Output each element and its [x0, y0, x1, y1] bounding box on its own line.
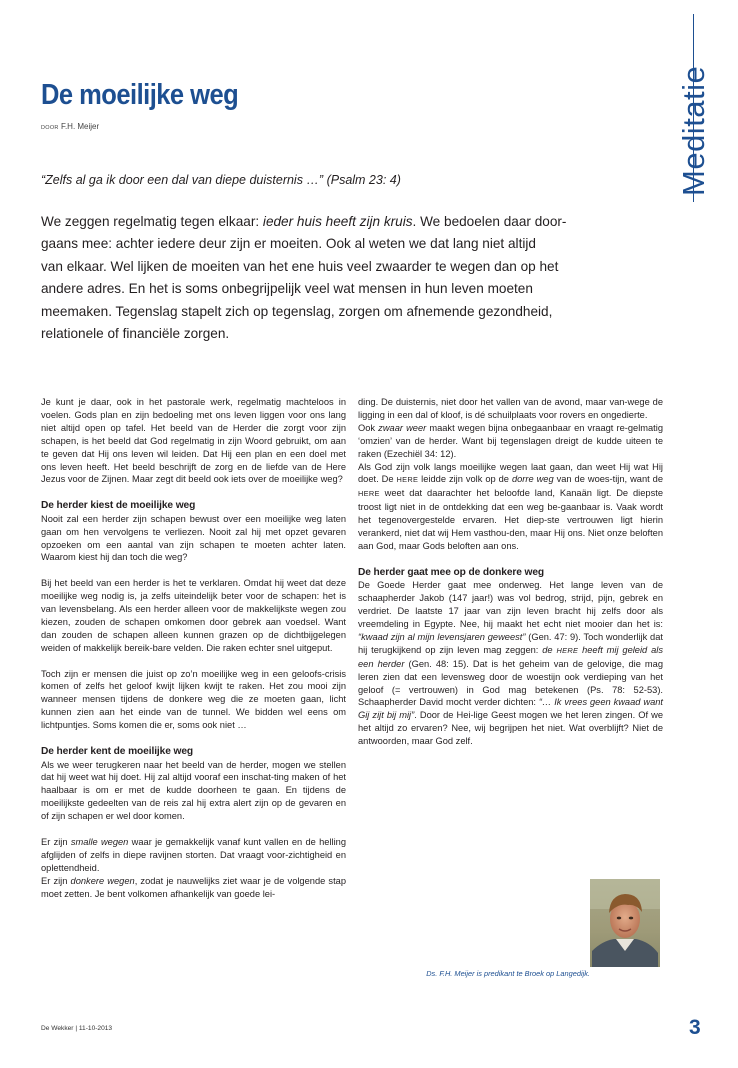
intro-line: We zeggen regelmatig tegen elkaar: ieder huis heeft zijn kruis. We bedoelen daar door-: [41, 214, 567, 229]
byline-prefix: DOOR: [41, 125, 59, 131]
intro-line: andere adres. En het is soms onbegrijpelijk veel wat mensen in hun leven moeten: [41, 281, 533, 297]
intro-line: relationele of financiële zorgen.: [41, 326, 230, 342]
page-number: 3: [689, 1016, 701, 1039]
subheading: De herder kiest de moeilijke weg: [41, 500, 196, 512]
article-title: De moeilijke weg: [41, 79, 239, 111]
body-paragraph: Er zijn smalle wegen waar je gemakkelijk vanaf kunt vallen en de helling afglijden of zelfs in diepe ravijnen storten. Dat vraagt voor-zichtigheid en oplettendheid.: [41, 836, 346, 873]
author-portrait-image: [590, 879, 660, 967]
intro-line: gaans mee: achter iedere deur zijn er moeiten. Ook al weten we dat lang niet altijd: [41, 236, 536, 252]
body-paragraph: Nooit zal een herder zijn schapen bewust over een moeilijke weg laten gaan om hen vervolgens te verliezen. Nooit zal hij met opzet gevaren opzoeken om een aantal van zijn schapen te moeten achter laten. Waarom kiest hij dan toch die weg?: [41, 513, 346, 563]
subheading: De herder gaat mee op de donkere weg: [358, 566, 545, 578]
byline-author: F.H. Meijer: [60, 122, 100, 131]
footer-publication: De Wekker | 11-10-2013: [41, 1025, 113, 1032]
body-paragraph: ding. De duisternis, niet door het vallen van de avond, maar van-wege de ligging in een dal of kloof, is dé schuilplaats voor rovers en ongedierte.: [358, 397, 663, 420]
epigraph: “Zelfs al ga ik door een dal van diepe duisternis …” (Psalm 23: 4): [41, 173, 401, 187]
body-paragraph: Als we weer terugkeren naar het beeld van de herder, mogen we stellen dat hij weet wat hij doet. Hij zal altijd vooraf een inschat-ting maken of het haalbaar is om er met de kudde doorheen te gaan. En tijdens de moeilijkste gedeelten van de reis zal hij extra alert zijn op de gevaren en of zijn schapen er wel door komen.: [41, 759, 346, 822]
section-label: Meditatie: [676, 65, 711, 196]
body-paragraph: Er zijn donkere wegen, zodat je nauwelijks ziet waar je de volgende stap moet zetten. Je bent volkomen afhankelijk van goede lei-: [41, 875, 347, 899]
byline: [41, 122, 99, 131]
body-paragraph: De Goede Herder gaat mee onderweg. Het lange leven van de schaapherder Jakob (147 jaar!) was vol bedrog, strijd, pijn, gebrek en verdriet. De laatste 17 jaar van zijn leven bracht hij zelfs door als vreemdeling in Egypte. Nee, hij maakt het echt niet mooier dan het is: “kwaad zijn al mijn levensjaren geweest” (Gen. 47: 9). Toch wonderlijk dat hij terugkijkend op zijn leven mag zeggen: de HERE heeft mij geleid als een herder (Gen. 48: 15). Dat is het geheim van de gelovige, die mag leren zien dat een levensweg door de woestijn ook verdieping van het geloof (= vertrouwen) in God mag betekenen (Ps. 78: 52-53). Schaapherder David mocht verder dichten: “… Ik vrees geen kwaad want Gij zijt bij mij”. Door de Hei-lige Geest mogen we het leren zingen. Of we het altijd zo ervaren? Nee, wij begrijpen het niet. Wat overblijft? Niet de antwoorden, maar God zelf.: [358, 580, 664, 747]
intro-line: van elkaar. Wel lijken de moeiten van het ene huis veel zwaarder te wegen dan op het: [41, 258, 559, 274]
right-column: [358, 396, 663, 761]
subheading: De herder kent de moeilijke weg: [41, 746, 194, 757]
photo-caption: Ds. F.H. Meijer is predikant te Broek op Langedijk.: [426, 969, 590, 978]
body-paragraph: Je kunt je daar, ook in het pastorale werk, regelmatig machteloos in voelen. Gods plan en zijn bedoeling met ons leven liggen voor ons lang niet altijd open op tafel. Het beeld van de Herder die zorgt voor zijn schapen, is het beeld dat God regelmatig in zijn Woord gebruikt, om aan te geven dat Hij ons leven wil leiden. Dat Hij een plan en een doel met ons leven heeft. Het beeld beschrijft de zorg en de liefde van de Here Jezus voor de Zijnen. Maar zegt dit beeld ook iets over de moeilijke weg?: [41, 397, 346, 485]
body-paragraph: Bij het beeld van een herder is het te verklaren. Omdat hij weet dat deze moeilijke weg nodig is, ja zelfs uiteindelijk beter voor de schapen: het is van levensbelang. Als een herder alleen voor de makkelijkste wegen zou kiezen, zouden de schapen omkomen door gebrek aan voedsel. Want dan zouden de schapen alleen kunnen grazen op de dichtbijgelegen weiden of makkelijk bereik-bare velden. Die raken echter snel uitgeput.: [41, 578, 346, 653]
left-column: [41, 396, 346, 900]
body-paragraph: Ook zwaar weer maakt wegen bijna onbegaanbaar en vraagt re-gelmatig ‘omzien’ van de herder. Want bij tegenslagen dreigt de kudde uiteen te raken (Ezechiël 34: 12).: [358, 422, 663, 459]
intro-paragraph: [41, 211, 576, 345]
body-paragraph: Als God zijn volk langs moeilijke wegen laat gaan, dan weet Hij wat Hij doet. De HERE leidde zijn volk op de dorre weg van de woes-tijn, want de HERE weet dat daarachter het beloofde land, Kanaän ligt. De diepste troost ligt niet in de ontdekking dat een weg be-gaanbaar is. Vaak wordt het tegenovergestelde ervaren. Het diep-ste vertrouwen ligt hierin verankerd, niet dat wij Hem vasthou-den, maar Hij ons. Niet onze beloften aan God, maar Gods beloften aan ons.: [358, 461, 664, 551]
intro-line: meemaken. Tegenslag stapelt zich op tegenslag, zorgen om afnemende gezondheid,: [41, 303, 553, 319]
intro-emphasis: ieder huis heeft zijn kruis: [262, 214, 413, 229]
author-photo: [590, 879, 660, 967]
body-paragraph: Toch zijn er mensen die juist op zo’n moeilijke weg in een geloofs-crisis komen of zelfs het geloof kwijt lijken kwijt te raken. Het zou mooi zijn wanneer mensen tijdens de donkere weg die ze moeten gaan, licht kunnen zien aan het einde van de tunnel. We bidden wel eens om lichtpuntjes. Soms komen die er, soms ook niet …: [41, 668, 346, 731]
